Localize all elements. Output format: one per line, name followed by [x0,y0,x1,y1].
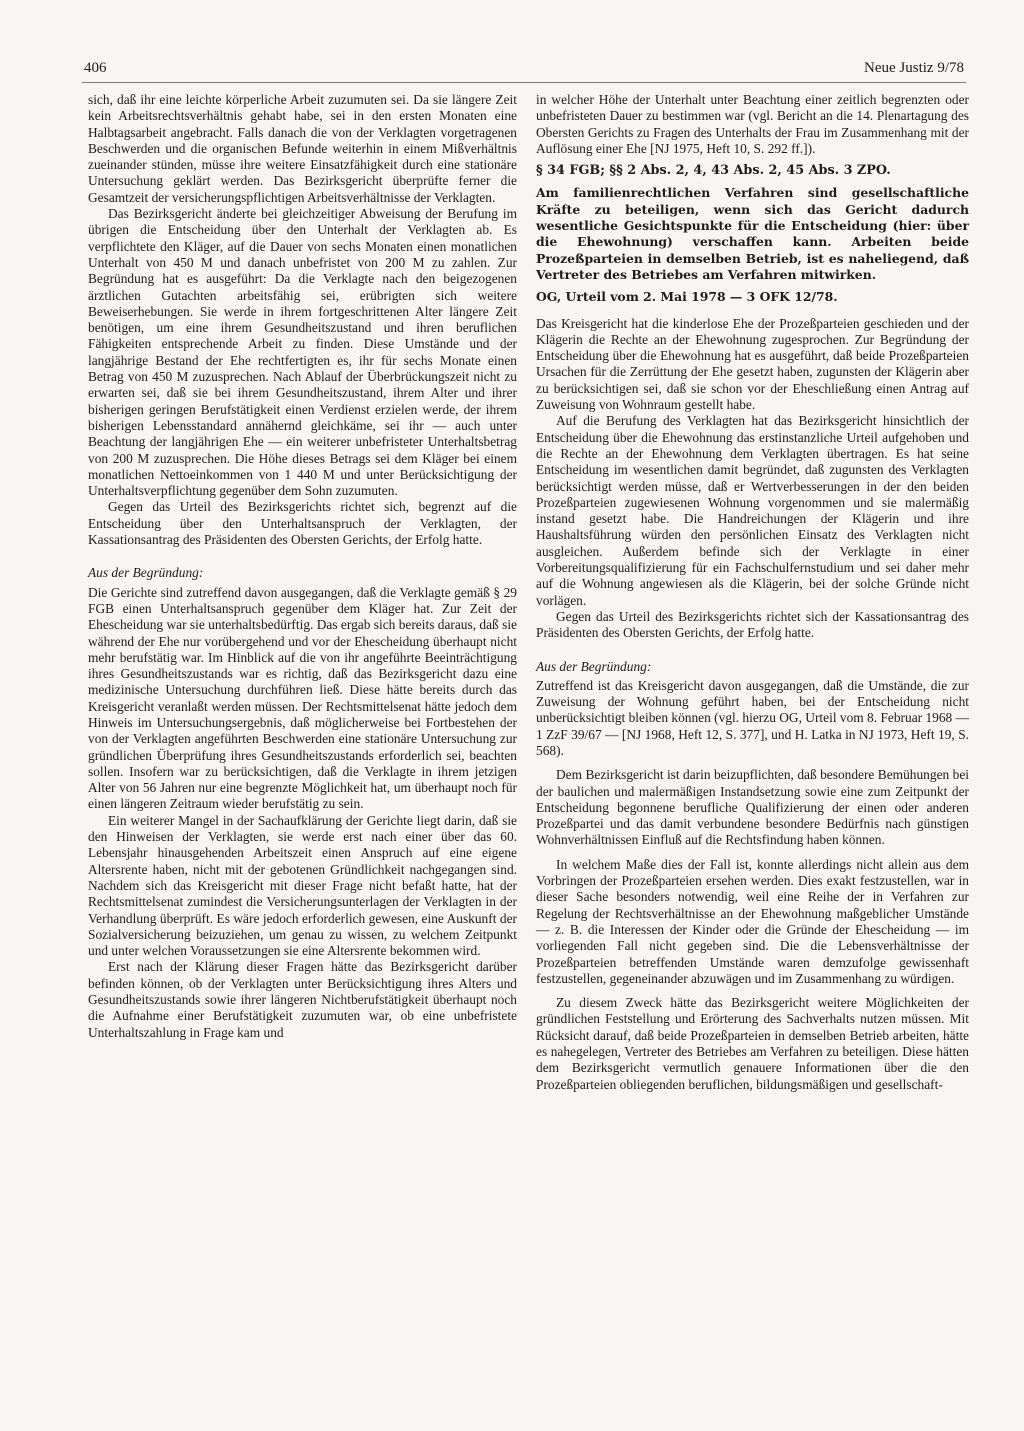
paragraph: Erst nach der Klärung dieser Fragen hätte das Bezirksgericht darüber befinden können, ob der Verklagten unter Berücksichtigung ihres Alters und Gesundheitszustands sowie ihrer längeren Nichtberufstätigkeit überhaupt noch die Aufnahme einer Berufstätigkeit zuzumuten war, ob eine unbefristete Unterhaltszahlung in Frage kam und [88,959,517,1040]
paragraph: Ein weiterer Mangel in der Sachaufklärung der Gerichte liegt darin, daß sie den Hinweisen der Verklagten, sie werde erst nach einer über das 60. Lebensjahr hinausgehenden Arbeitszeit einen Anspruch auf eine eigene Altersrente haben, nicht mit der gebotenen Gründlichkeit nachgegangen sind. Nachdem sich das Kreisgericht mit dieser Frage nicht befaßt hatte, hat der Rechtsmittelsenat zumindest die Versicherungsunterlagen der Verklagten in der Verhandlung überprüft. Es wäre jedoch erforderlich gewesen, eine Auskunft der Sozialversicherung beizuziehen, um genau zu wissen, zu welchem Zeitpunkt und unter welchen Voraussetzungen sie eine Altersrente bekommen wird. [88,812,517,959]
case-headnote [536,163,969,305]
paragraph: Die Gerichte sind zutreffend davon ausgegangen, daß die Verklagte gemäß § 29 FGB einen Unterhaltsanspruch gegenüber dem Kläger hat. Zur Zeit der Ehescheidung war sie unterhaltsbedürftig. Das ergab sich bereits daraus, daß sie während der Ehe nur vorübergehend und vor der Ehescheidung überhaupt nicht mehr berufstätig war. Im Hinblick auf die von ihr angeführte Beeinträchtigung ihres Gesundheitszustands war es richtig, daß das Bezirksgericht dazu eine medizinische Untersuchung durchführen ließ. Diese hätte bereits durch das Kreisgericht veranlaßt werden müssen. Der Rechtsmittelsenat hätte jedoch dem Hinweis im Untersuchungsergebnis, daß möglicherweise bei Fortbestehen der von der Verklagten angeführten Beschwerden eine stationäre Untersuchung zur gründlichen Überprüfung ihres Gesundheitszustands erforderlich sei, beachten sollen. Insofern war zu berücksichtigen, daß die Verklagte in ihrem jetzigen Alter von 56 Jahren nur eine begrenzte Möglichkeit hat, um überhaupt noch für einen längeren Zeitraum wieder berufstätig zu sein. [88,584,517,812]
header-rule [82,82,966,83]
section-heading: Aus der Begründung: [88,565,204,581]
paragraph: Zu diesem Zweck hätte das Bezirksgericht weitere Möglichkeiten der gründlichen Feststellung und Erörterung des Sachverhalts nutzen müssen. Mit Rücksicht darauf, daß beide Prozeßparteien in demselben Betrieb arbeiten, hätte es nahegelegen, Vertreter des Betriebes am Verfahren zu beteiligen. Diese hätten dem Bezirksgericht vermutlich genauere Informationen über die den Prozeßparteien obliegenden beruflichen, bildungsmäßigen und gesellschaft- [536,995,969,1092]
section-heading: Aus der Begründung: [536,658,652,674]
statute-references: § 34 FGB; §§ 2 Abs. 2, 4, 43 Abs. 2, 45 Abs. 3 ZPO. [536,163,891,179]
headnote-text: Am familienrechtlichen Verfahren sind gesellschaftliche Kräfte zu beteiligen, wenn sich das Gericht dadurch wesentliche Gesichtspunkte für die Entscheidung (hier: über die Ehewohnung) verschaffen kann. Arbeiten beide Prozeßparteien in demselben Betrieb, ist es naheliegend, daß Vertreter des Betriebes am Verfahren mitwirken. [536,185,969,282]
paragraph: sich, daß ihr eine leichte körperliche Arbeit zuzumuten sei. Da sie längere Zeit kein Arbeitsrechtsverhältnis gehabt habe, sei in den ersten Monaten eine Halbtagsarbeit angebracht. Falls danach die von der Verklagten vorgetragenen Beschwerden und die organischen Befunde weiterhin in einem Mißverhältnis zueinander stünden, müsse ihre weitere Einsatzfähigkeit durch eine stationäre Untersuchung geklärt werden. Das Bezirksgericht überprüfte ferner die Gesamtzeit der versicherungspflichtigen Arbeitsverhältnisse der Verklagten. [88,92,517,205]
paragraph: Auf die Berufung des Verklagten hat das Bezirksgericht hinsichtlich der Entscheidung über die Ehewohnung das erstinstanzliche Urteil aufgehoben und die Rechte an der Ehewohnung dem Verklagten übertragen. Es hat seine Entscheidung im wesentlichen damit begründet, daß zugunsten des Verklagten berücksichtigt werden müsse, daß er Wertverbesserungen in der den beiden Prozeßparteien zugewiesenen Wohnung vorgenommen und sie malermäßig instand gesetzt habe. Die Handreichungen der Klägerin und ihre Haushaltsführung würden den persönlichen Einsatz des Verklagten nicht ausgleichen. Außerdem befinde sich der Verklagte in einer Vorbereitungsqualifizierung für ein Fachschulfernstudium und sei daher mehr auf die Wohnung angewiesen als die Klägerin, bei der solche Gründe nicht vorlägen. [536,413,969,608]
page-number: 406 [84,60,107,76]
court-citation: OG, Urteil vom 2. Mai 1978 — 3 OFK 12/78. [536,289,838,305]
paragraph: Das Bezirksgericht änderte bei gleichzeitiger Abweisung der Berufung im übrigen die Entscheidung über den Unterhalt der Verklagten ab. Es verpflichtete den Kläger, auf die Dauer von sechs Monaten einen monatlichen Unterhalt von 450 M und danach unbefristet von 200 M zu zahlen. Zur Begründung hat es ausgeführt: Da die Verklagte nach den beigezogenen ärztlichen Gutachten arbeitsfähig sei, erübrigten sich weitere Beweiserhebungen. Sie werde in ihrem fortgeschrittenen Alter längere Zeit benötigen, um eine ihrem Gesundheitszustand und ihren beruflichen Fähigkeiten entsprechende Arbeit zu finden. Diese Umstände und der langjährige Bestand der Ehe rechtfertigten es, ihr für sechs Monate einen Betrag von 450 M zuzusprechen. Nach Ablauf der Überbrückungszeit nicht zu erwarten sei, daß sie bei ihrem Gesundheitszustand, ihrem Alter und ihrer bisherigen geringen Berufstätigkeit einen Verdienst erzielen werde, der ihrem bisherigen Lebensstandard annähernd gleichkäme, sei ihr — auch unter Beachtung der langjährigen Ehe — ein weiterer unbefristeter Unterhaltsbetrag von 200 M zuzusprechen. Die Höhe dieses Betrags sei dem Kläger bei einem monatlichen Nettoeinkommen von 1 440 M und unter Berücksichtigung der Unterhaltsverpflichtung gegenüber dem Sohn zuzumuten. [88,206,517,499]
left-column [88,92,517,1041]
paragraph: Dem Bezirksgericht ist darin beizupflichten, daß besondere Bemühungen bei der baulichen und malermäßigen Instandsetzung sowie eine zum Zeitpunkt der Entscheidung begonnene berufliche Qualifizierung der einen oder anderen Prozeßpartei und das damit verbundene besondere Bedürfnis nach günstigen Wohnverhältnissen Einfluß auf die Rechtsfindung haben können. [536,767,969,848]
paragraph: Gegen das Urteil des Bezirksgerichts richtet sich der Kassationsantrag des Präsidenten des Obersten Gerichts, der Erfolg hatte. [536,608,969,641]
paragraph: Das Kreisgericht hat die kinderlose Ehe der Prozeßparteien geschieden und der Klägerin die Rechte an der Ehewohnung zugesprochen. Zur Begründung der Entscheidung über die Ehewohnung hat es ausgeführt, daß beide Prozeßparteien Ursachen für die Zerrüttung der Ehe gesetzt haben, zugunsten der Klägerin aber zu berücksichtigen sei, daß sie schon vor der Eheschließung einen Antrag auf Zuweisung von Wohnraum gestellt habe. [536,315,969,413]
journal-running-head: Neue Justiz 9/78 [864,60,964,76]
paragraph: In welchem Maße dies der Fall ist, konnte allerdings nicht allein aus dem Vorbringen der Prozeßparteien ersehen werden. Dies exakt festzustellen, war in dieser Sache besonders notwendig, weil eine Reihe der in Verfahren zur Regelung der Rechtsverhältnisse an der Ehewohnung maßgeblicher Umstände — z. B. die Interessen der Kinder oder die Gründe der Ehescheidung — im vorliegenden Fall nicht gegeben sind. Die die Lebensverhältnisse der Prozeßparteien betreffenden Umstände waren demzufolge gewissenhaft festzustellen, gegeneinander abzuwägen und im Zusammenhang zu würdigen. [536,856,969,986]
paragraph: Gegen das Urteil des Bezirksgerichts richtet sich, begrenzt auf die Entscheidung über den Unterhaltsanspruch der Verklagten, der Kassationsantrag des Präsidenten des Obersten Gerichts, der Erfolg hatte. [88,499,517,548]
paragraph: in welcher Höhe der Unterhalt unter Beachtung einer zeitlich begrenzten oder unbefristeten Dauer zu bestimmen war (vgl. Bericht an die 14. Plenartagung des Obersten Gerichts zu Fragen des Unterhalts der Frau im Zusammenhang mit der Auflösung einer Ehe [NJ 1975, Heft 10, S. 292 ff.]). [536,92,969,156]
right-column [536,92,969,1093]
paragraph: Zutreffend ist das Kreisgericht davon ausgegangen, daß die Umstände, die zur Zuweisung der Wohnung geführt haben, bei der Entscheidung nicht unberücksichtigt bleiben können (vgl. hierzu OG, Urteil vom 8. Februar 1968 — 1 ZzF 39/67 — [NJ 1968, Heft 12, S. 377], und H. Latka in NJ 1973, Heft 19, S. 568). [536,677,969,758]
